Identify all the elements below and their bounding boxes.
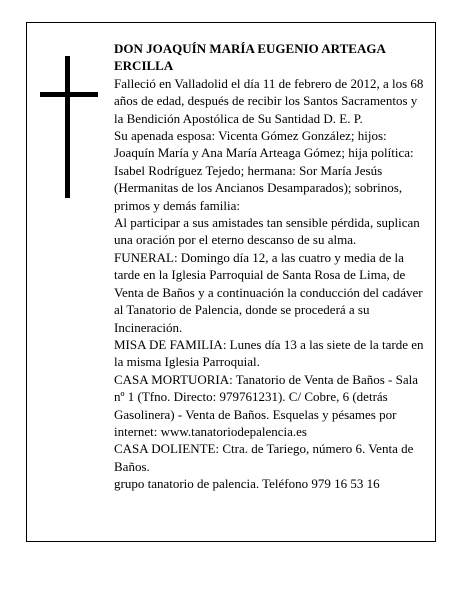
prayer-request: Al participar a sus amistades tan sensible pérdida, suplican una oración por el eterno descanso de su alma. bbox=[114, 215, 420, 248]
funeral-info: FUNERAL: Domingo día 12, a las cuatro y media de la tarde en la Iglesia Parroquial de Santa Rosa de Lima, de Venta de Baños y a continuación la conducción del cadáver al Tanatorio de Palencia, donde se procederá a su Incineración. bbox=[114, 249, 423, 335]
funeral-group-info: grupo tanatorio de palencia. Teléfono 979 16 53 16 bbox=[114, 476, 380, 492]
death-announcement: Falleció en Valladolid el día 11 de febrero de 2012, a los 68 años de edad, después de recibir los Santos Sacramentos y la Bendición Apostólica de Su Santidad D. E. P. bbox=[114, 75, 424, 126]
family-mass-info: MISA DE FAMILIA: Lunes día 13 a las siete de la tarde en la misma Iglesia Parroquial. bbox=[114, 336, 424, 370]
cross-icon bbox=[40, 56, 98, 198]
funeral-home-info: CASA MORTUORIA: Tanatorio de Venta de Baños - Sala nº 1 (Tfno. Directo: 979761231). C/ Cobre, 6 (detrás Gasolinera) - Venta de Baños. Esquelas y pésames por internet: www.tanatoriodepalencia.es bbox=[114, 371, 419, 439]
obituary-text bbox=[114, 40, 424, 493]
family-home-info: CASA DOLIENTE: Ctra. de Tariego, número 6. Venta de Baños. bbox=[114, 441, 414, 474]
family-list: Su apenada esposa: Vicenta Gómez González; hijos: Joaquín María y Ana María Arteaga Gómez; hija política: Isabel Rodríguez Tejedo; hermana: Sor María Jesús (Hermanitas de los Ancianos Desamparados); sobrinos, primos y demás familia: bbox=[114, 128, 414, 213]
deceased-name: DON JOAQUÍN MARÍA EUGENIO ARTEAGA ERCILLA bbox=[114, 41, 386, 74]
